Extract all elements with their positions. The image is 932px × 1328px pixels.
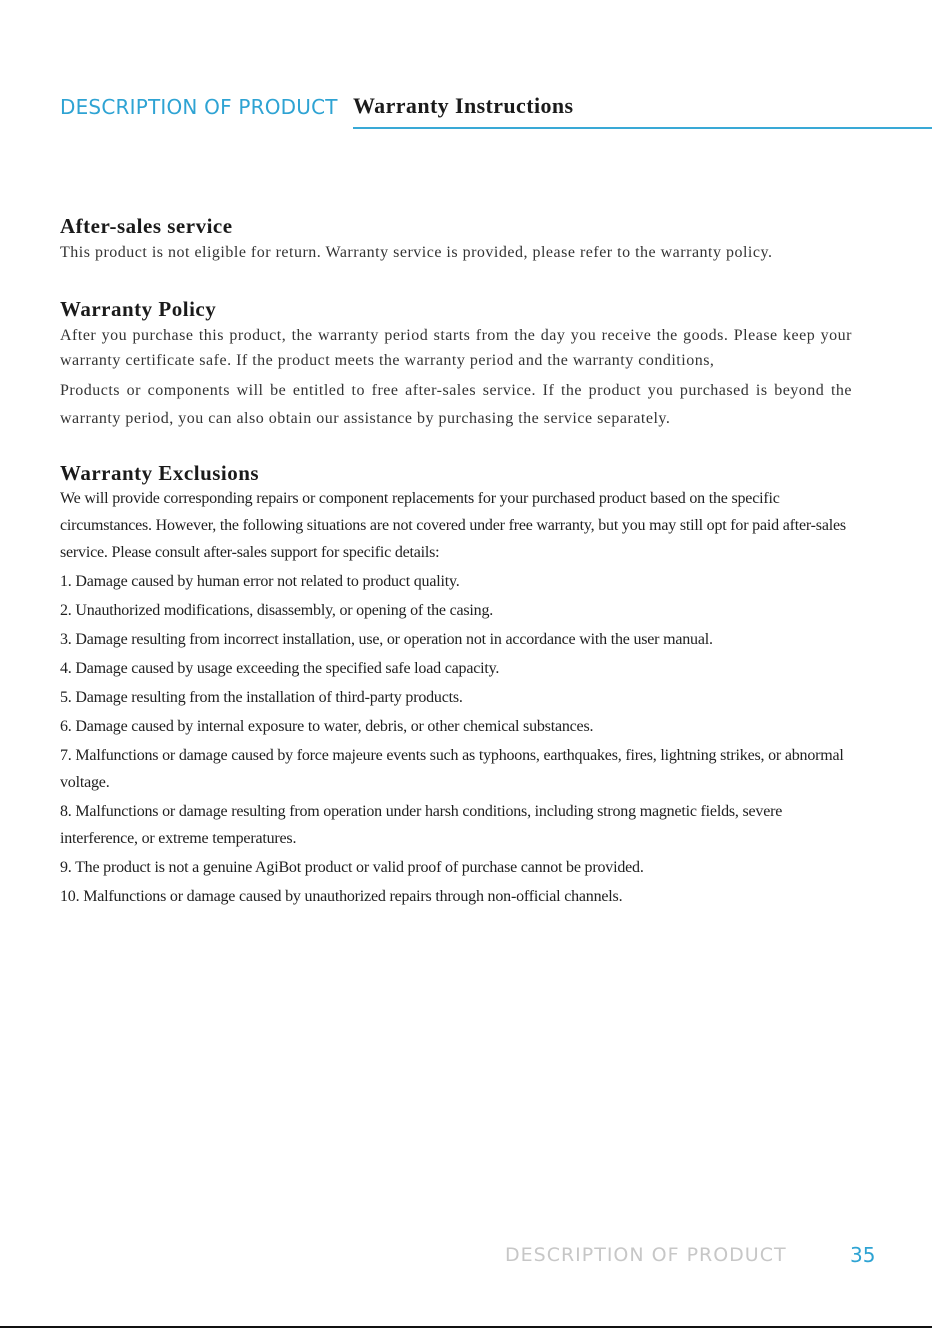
list-item: 1. Damage caused by human error not related to product quality. (60, 573, 460, 590)
warranty-exclusions-section (60, 461, 852, 910)
warranty-policy-section (60, 295, 852, 433)
list-item: 9. The product is not a genuine AgiBot product or valid proof of purchase cannot be provided. (60, 859, 644, 876)
list-item: 4. Damage caused by usage exceeding the specified safe load capacity. (60, 660, 500, 677)
page-title: Warranty Instructions (353, 93, 574, 118)
exclusions-list (60, 568, 852, 910)
footer-section-label: DESCRIPTION OF PRODUCT (505, 1244, 787, 1266)
warranty-policy-paragraph-2: Products or components will be entitled to free after-sales service. If the product you purchased is beyond the warranty period, you can also obtain our assistance by purchasing the service separately. (60, 382, 852, 427)
list-item: 3. Damage resulting from incorrect installation, use, or operation not in accordance with the user manual. (60, 631, 713, 648)
list-item: 2. Unauthorized modifications, disassembly, or opening of the casing. (60, 602, 494, 619)
after-sales-text: This product is not eligible for return. Warranty service is provided, please refer to the warranty policy. (60, 244, 773, 261)
warranty-policy-paragraph-1: After you purchase this product, the warranty period starts from the day you receive the goods. Please keep your warranty certificate safe. If the product meets the warranty period and the warranty conditions, (60, 327, 852, 369)
warranty-policy-heading: Warranty Policy (60, 297, 217, 321)
page-content (60, 212, 852, 912)
warranty-exclusions-intro: We will provide corresponding repairs or component replacements for your purchased product based on the specific circumstances. However, the following situations are not covered under free warranty, but you may still opt for paid after-sales service. Please consult after-sales support for specific details: (60, 490, 846, 561)
page-number: 35 (850, 1243, 876, 1267)
header-divider (353, 127, 932, 129)
warranty-exclusions-heading: Warranty Exclusions (60, 461, 260, 485)
list-item: 8. Malfunctions or damage resulting from operation under harsh conditions, including strong magnetic fields, severe interference, or extreme temperatures. (60, 803, 783, 847)
list-item: 6. Damage caused by internal exposure to water, debris, or other chemical substances. (60, 718, 594, 735)
header-section-label: DESCRIPTION OF PRODUCT (60, 95, 338, 119)
list-item: 5. Damage resulting from the installation of third-party products. (60, 689, 463, 706)
list-item: 10. Malfunctions or damage caused by unauthorized repairs through non-official channels. (60, 888, 623, 905)
list-item: 7. Malfunctions or damage caused by force majeure events such as typhoons, earthquakes, fires, lightning strikes, or abnormal voltage. (60, 747, 844, 791)
after-sales-heading: After-sales service (60, 214, 233, 238)
after-sales-section (60, 212, 852, 265)
